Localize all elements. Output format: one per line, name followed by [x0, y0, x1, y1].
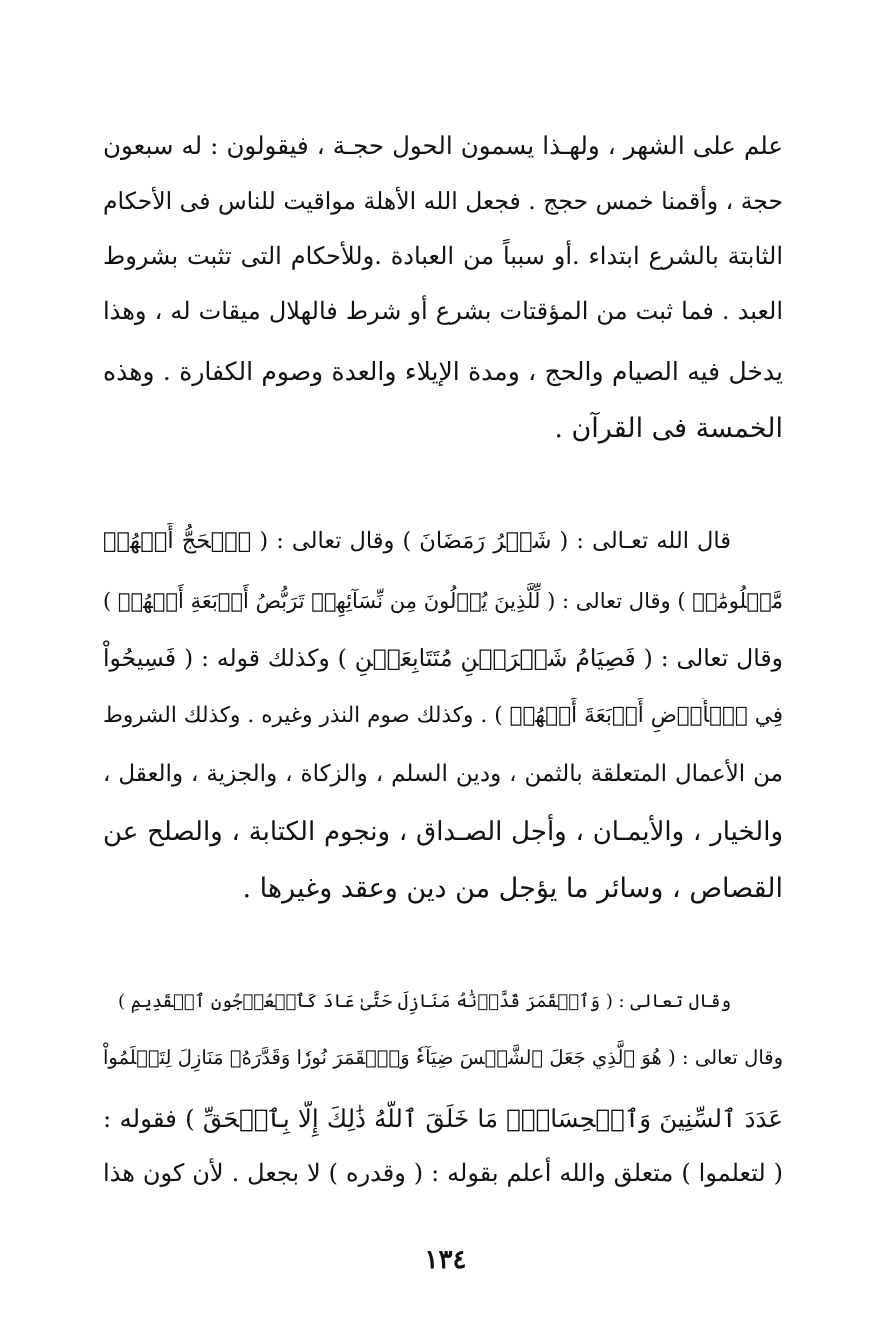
- paragraph-1-line-3: الثابتة بالشرع ابتداء .أو سبباً من العبادة .وللأحكام التى تثبت بشروط: [103, 242, 783, 270]
- paragraph-1-line-4: العبد . فما ثبت من المؤقتات بشرع أو شرط فالهلال ميقات له ، وهذا: [103, 297, 783, 325]
- paragraph-3-line-1: وقال تعالى : ( وَٱلۡقَمَرَ قَدَّرۡنَٰهُ مَنَازِلَ حَتَّىٰ عَادَ كَٱلۡعُرۡجُونِ ٱلۡقَدِيمِ ): [118, 991, 731, 1012]
- paragraph-1-line-2: حجة ، وأقمنا خمس حجج . فجعل الله الأهلة مواقيت للناس فى الأحكام: [103, 187, 783, 215]
- paragraph-2-line-4: فِي ٱلۡأَرۡضِ أَرۡبَعَةَ أَشۡهُرٖ ) . وكذلك صوم النذر وغيره . وكذلك الشروط: [103, 703, 783, 728]
- paragraph-3-line-2: وقال تعالى : ( هُوَ ٱلَّذِي جَعَلَ ٱلشَّمۡسَ ضِيَآءٗ وَٱلۡقَمَرَ نُورٗا وَقَدَّرَهُۥ مَنَازِلَ لِتَعۡلَمُواْ: [103, 1046, 783, 1069]
- paragraph-1-line-5: يدخل فيه الصيام والحج ، ومدة الإيلاء والعدة وصوم الكفارة . وهذه: [103, 357, 783, 386]
- paragraph-2-line-5: من الأعمال المتعلقة بالثمن ، ودين السلم ، والزكاة ، والجزية ، والعقل ،: [103, 761, 783, 787]
- paragraph-2-line-1: قال الله تعـالى : ( شَهۡرُ رَمَضَانَ ) وقال تعالى : ( ٱلۡحَجُّ أَشۡهُرٞ: [103, 528, 731, 554]
- paragraph-3-line-3: عَدَدَ ٱلسِّنِينَ وَٱلۡحِسَابَۚ مَا خَلَقَ ٱللَّهُ ذَٰلِكَ إِلَّا بِٱلۡحَقِّ ) فقوله :: [103, 1104, 783, 1133]
- paragraph-3-line-4: ( لتعلموا ) متعلق والله أعلم بقوله : ( وقدره ) لا بجعل . لأن كون هذا: [103, 1159, 783, 1187]
- paragraph-2-line-3: وقال تعالى : ( فَصِيَامُ شَهۡرَيۡنِ مُتَتَابِعَيۡنِ ) وكذلك قوله : ( فَسِيحُواْ: [103, 644, 783, 672]
- paragraph-2-line-7: القصاص ، وسائر ما يؤجل من دين وعقد وغيرها .: [242, 873, 783, 904]
- paragraph-2-line-2: مَّعۡلُومَٰتٞ ) وقال تعالى : ( لِّلَّذِينَ يُؤۡلُونَ مِن نِّسَآئِهِمۡ تَرَبُّصُ أَرۡبَعَةِ أَشۡهُرٖ ): [103, 589, 783, 613]
- page-number: ١٣٤: [424, 1245, 467, 1275]
- paragraph-2-line-6: والخيار ، والأيمـان ، وأجل الصـداق ، ونجوم الكتابة ، والصلح عن: [103, 817, 783, 847]
- paragraph-1-line-6: الخمسة فى القرآن .: [554, 413, 783, 444]
- paragraph-1-line-1: علم على الشهر ، ولهـذا يسمون الحول حجـة ، فيقولون : له سبعون: [103, 131, 783, 160]
